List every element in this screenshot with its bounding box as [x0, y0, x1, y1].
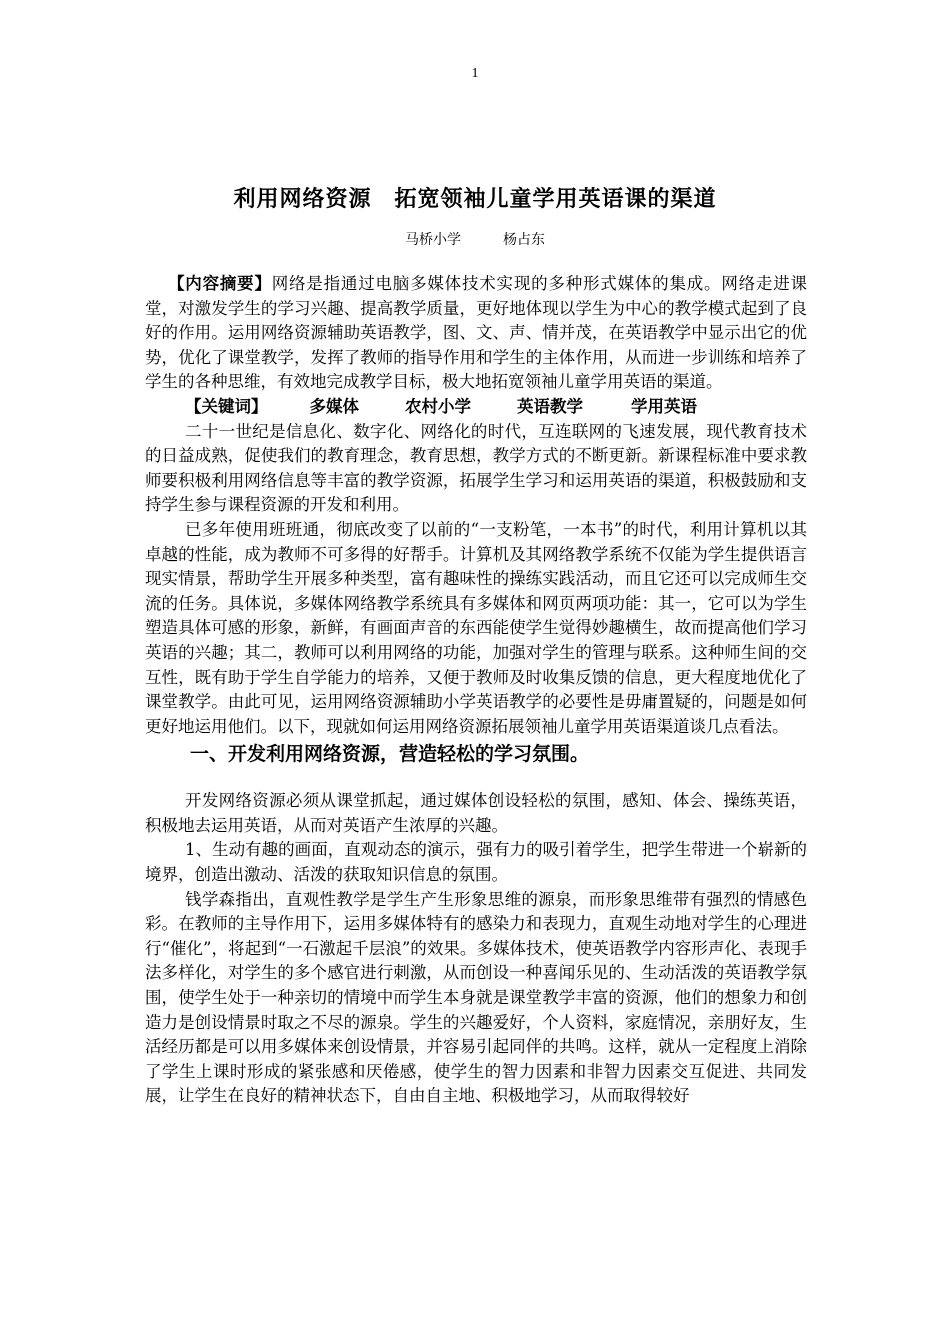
document-title: 利用网络资源 拓宽领袖儿童学用英语课的渠道 — [233, 187, 717, 212]
author-line: 马桥小学 杨占东 — [405, 232, 545, 248]
body-paragraph: 开发网络资源必须从课堂抓起，通过媒体创设轻松的氛围，感知、体会、操练英语，积极地去运用英语，从而对英语产生浓厚的兴趣。 — [145, 791, 807, 835]
abstract-paragraph — [145, 272, 807, 395]
body-paragraph: 1、生动有趣的画面，直观动态的演示，强有力的吸引着学生，把学生带进一个崭新的境界，创造出激动、活泼的获取知识信息的氛围。 — [145, 840, 807, 885]
body-paragraph: 二十一世纪是信息化、数字化、网络化的时代，互连联网的飞速发展，现代教育技术的日益成熟，促使我们的教育理念，教育思想，教学方式的不断更新。新课程标准中要求教师要积极利用网络信息等丰富的教学资源，拓展学生学习和运用英语的渠道，积极鼓励和支持学生参与课程资源的开发和利用。 — [145, 421, 807, 515]
keyword-item: 学用英语 — [631, 396, 697, 416]
abstract-label: 【内容摘要】 — [168, 274, 272, 293]
keyword-item: 农村小学 — [405, 396, 471, 416]
body-paragraph: 钱学森指出，直观性教学是学生产生形象思维的源泉，而形象思维带有强烈的情感色彩。在教师的主导作用下，运用多媒体特有的感染力和表现力，直观生动地对学生的心理进行“催化”，将起到“一石激起千层浪”的效果。多媒体技术，使英语教学内容形声化、表现手法多样化，对学生的多个感官进行刺激，从而创设一种喜闻乐见的、生动活泼的英语教学氛围，使学生处于一种亲切的情境中而学生本身就是课堂教学丰富的资源，他们的想象力和创造力是创设情景时取之不尽的源泉。学生的兴趣爱好，个人资料，家庭情况，亲朋好友，生活经历都是可以用多媒体来创设情景，并容易引起同伴的共鸣。这样，就从一定程度上消除了学生上课时形成的紧张感和厌倦感，使学生的智力因素和非智力因素交互促进、共同发展，让学生在良好的精神状态下，自由自主地、积极地学习，从而取得较好 — [145, 889, 807, 1106]
body-paragraph: 已多年使用班班通，彻底改变了以前的“一支粉笔，一本书”的时代，利用计算机以其卓越的性能，成为教师不可多得的好帮手。计算机及其网络教学系统不仅能为学生提供语言现实情景，帮助学生开展多种类型，富有趣味性的操练实践活动，而且它还可以完成师生交流的任务。具体说，多媒体网络教学系统具有多媒体和网页两项功能：其一，它可以为学生塑造具体可感的形象，新鲜，有画面声音的东西能使学生觉得妙趣横生，故而提高他们学习英语的兴趣；其二，教师可以利用网络的功能，加强对学生的管理与联系。这种师生间的交互性，既有助于学生自学能力的培养，又便于教师及时收集反馈的信息，更大程度地优化了课堂教学。由此可见，运用网络资源辅助小学英语教学的必要性是毋庸置疑的，问题是如何更好地运用他们。以下，现就如何运用网络资源拓展领袖儿童学用英语渠道谈几点看法。 — [145, 519, 807, 736]
abstract-text: 网络是指通过电脑多媒体技术实现的多种形式媒体的集成。网络走进课堂，对激发学生的学习兴趣、提高教学质量，更好地体现以学生为中心的教学模式起到了良好的作用。运用网络资源辅助英语教学，图、文、声、情并茂，在英语教学中显示出它的优势，优化了课堂教学，发挥了教师的指导作用和学生的主体作用，从而进一步训练和培养了学生的各种思维，有效地完成教学目标，极大地拓宽领袖儿童学用英语的渠道。 — [145, 274, 808, 392]
section-heading: 一、开发利用网络资源，营造轻松的学习氛围。 — [190, 743, 590, 766]
keywords-label: 【关键词】 — [185, 396, 268, 416]
page-number: 1 — [471, 66, 479, 81]
document-body — [145, 272, 807, 1109]
keyword-item: 英语教学 — [517, 396, 583, 416]
keyword-item: 多媒体 — [309, 396, 359, 416]
keywords-line — [145, 395, 807, 420]
